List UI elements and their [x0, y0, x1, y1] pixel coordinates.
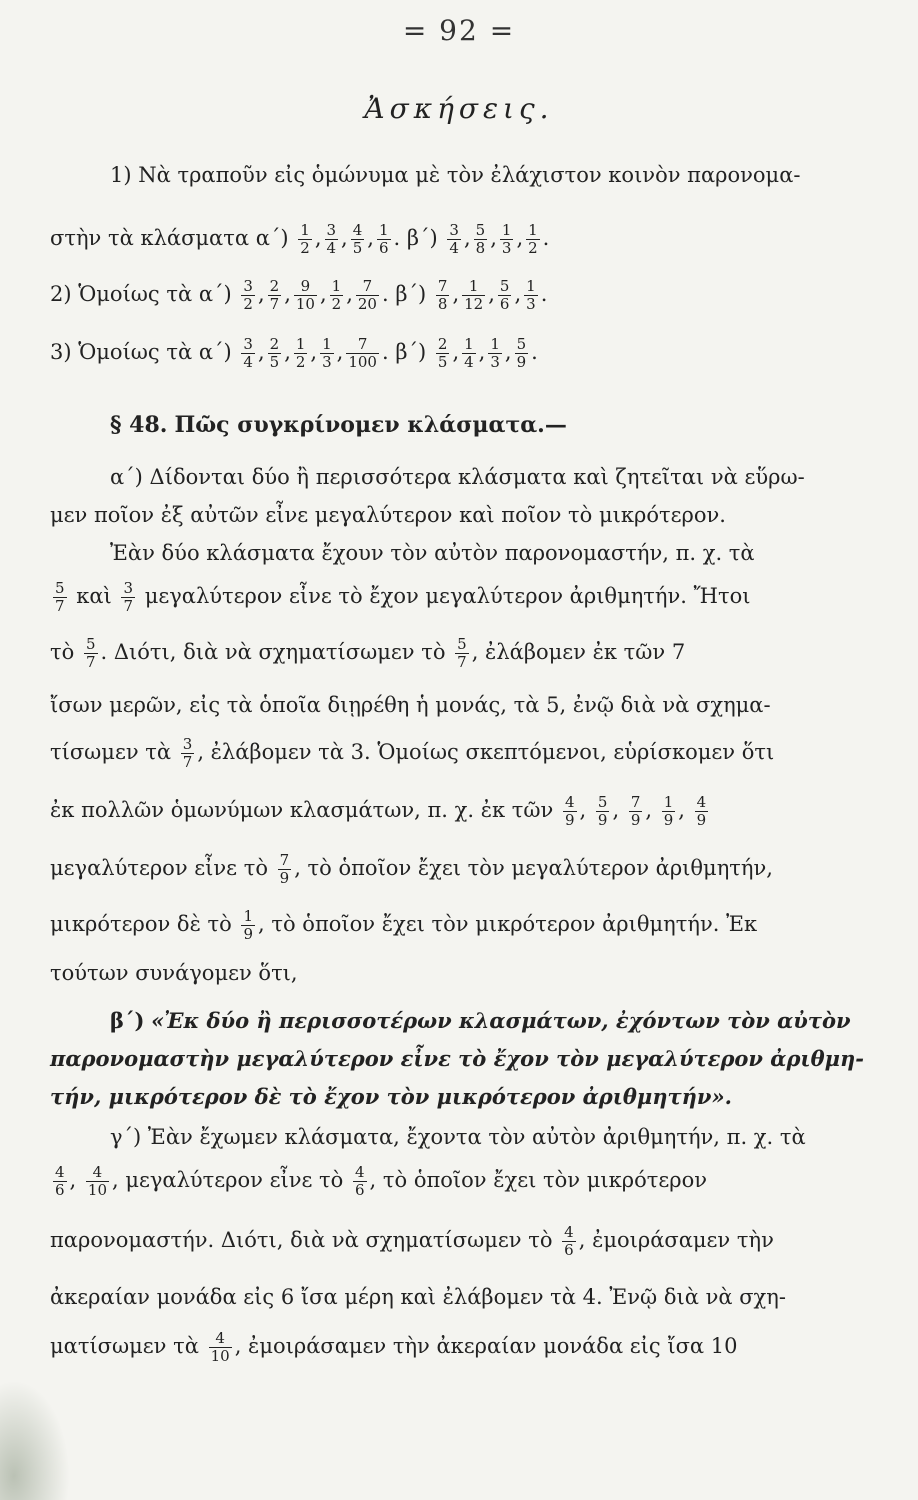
- fraction: [294, 278, 317, 313]
- para-a-line-5: [50, 636, 880, 671]
- exercise-2a-fractions: [238, 277, 389, 313]
- fraction: [330, 278, 344, 313]
- punctuation: ,: [257, 340, 265, 364]
- para-a-line-9: [50, 852, 880, 887]
- denominator: 6: [564, 1241, 574, 1259]
- fraction: [53, 1164, 67, 1199]
- fraction: [346, 336, 379, 371]
- para-a-line-5-text: . Διότι, διὰ νὰ σχηματίσωμεν τὸ: [100, 640, 446, 664]
- exercise-1b-label: β΄): [406, 226, 438, 250]
- numerator: 5: [516, 335, 527, 353]
- denominator: 6: [355, 1181, 365, 1199]
- fraction-7-9: [626, 793, 646, 829]
- fraction-4-9: [560, 793, 580, 829]
- denominator: 7: [269, 295, 280, 313]
- denominator: 7: [182, 753, 193, 771]
- punctuation: ,: [516, 226, 524, 250]
- fraction-5-7: [81, 635, 101, 671]
- fraction: [526, 222, 540, 257]
- fraction: [209, 1330, 232, 1365]
- numerator: 5: [55, 579, 65, 597]
- punctuation: ,: [452, 282, 460, 306]
- exercise-1b-fractions: [444, 221, 550, 257]
- numerator: 1: [501, 221, 512, 239]
- fraction-1-9: [238, 907, 258, 943]
- punctuation: ,: [490, 226, 497, 250]
- denominator: 9: [663, 811, 674, 829]
- punctuation: ,: [310, 340, 318, 364]
- denominator: 9: [516, 353, 527, 371]
- para-a-line-7-end: , ἐλάβομεν τὰ 3. Ὁμοίως σκεπτόμενοι, εὑρίσκομεν ὅτι: [197, 740, 775, 764]
- numerator: 5: [597, 793, 608, 811]
- numerator: 3: [326, 221, 337, 239]
- punctuation: ,: [367, 226, 374, 250]
- para-a-line-9-end: , τὸ ὁποῖον ἔχει τὸν μεγαλύτερον ἀριθμητήν,: [294, 856, 773, 880]
- denominator: 2: [331, 295, 342, 313]
- punctuation: .: [393, 226, 401, 250]
- fraction-5-7: [50, 579, 70, 615]
- numerator: 4: [215, 1329, 225, 1347]
- para-c-line-1: γ΄) Ἐὰν ἔχωμεν κλάσματα, ἔχοντα τὸν αὐτὸν ἀριθμητήν, π. χ. τὰ: [110, 1125, 806, 1149]
- exercises-title: Ἀσκήσεις.: [364, 92, 554, 125]
- numerator: 3: [243, 335, 253, 353]
- section-number: § 48.: [110, 412, 168, 438]
- para-c-line-4: ἀκεραίαν μονάδα εἰς 6 ἴσα μέρη καὶ ἐλάβομεν τὰ 4. Ἐνῷ διὰ νὰ σχη-: [50, 1285, 786, 1309]
- para-a-line-1: α΄) Δίδονται δύο ἢ περισσότερα κλάσματα καὶ ζητεῖται νὰ εὕρω-: [110, 465, 805, 489]
- fraction: [353, 1164, 367, 1199]
- para-c-line-2-end: , τὸ ὁποῖον ἔχει τὸν μικρότερον: [369, 1168, 707, 1192]
- denominator: 9: [243, 925, 254, 943]
- fraction: [86, 1164, 109, 1199]
- numerator: 1: [490, 335, 500, 353]
- numerator: 5: [475, 221, 486, 239]
- denominator: 3: [490, 353, 500, 371]
- para-a-line-10-end: , τὸ ὁποῖον ἔχει τὸν μικρότερον ἀριθμητήν. Ἐκ: [258, 912, 758, 936]
- fraction: [462, 278, 485, 313]
- rule-b-label: β΄): [110, 1008, 145, 1033]
- punctuation: .: [542, 226, 550, 250]
- fraction: [298, 222, 312, 257]
- fraction: [320, 336, 334, 371]
- fraction-4-9: [692, 793, 712, 829]
- punctuation: ,: [346, 282, 353, 306]
- denominator: 7: [85, 653, 96, 671]
- punctuation: .: [381, 282, 389, 306]
- denominator: 5: [352, 239, 363, 257]
- numerator: 1: [526, 277, 536, 295]
- denominator: 3: [322, 353, 332, 371]
- exercise-3b-fractions: [433, 335, 538, 371]
- para-c-line-5: [50, 1330, 880, 1365]
- denominator: 3: [526, 295, 536, 313]
- para-a-line-7-start: τίσωμεν τὰ: [50, 740, 172, 764]
- para-c-line-5-start: ματίσωμεν τὰ: [50, 1334, 199, 1358]
- fraction: [278, 852, 292, 887]
- exercise-1-line-2: [50, 222, 880, 257]
- numerator: 7: [437, 277, 448, 295]
- word-kai: καὶ: [76, 584, 112, 608]
- numerator: 1: [331, 277, 342, 295]
- fraction: [462, 336, 476, 371]
- denominator: 4: [326, 239, 337, 257]
- numerator: 5: [457, 635, 467, 653]
- fraction: [695, 794, 709, 829]
- punctuation: ,: [257, 282, 265, 306]
- para-a-line-3: Ἐὰν δύο κλάσματα ἔχουν τὸν αὐτὸν παρονομαστήν, π. χ. τὰ: [110, 541, 755, 565]
- exercise-2-lead: 2) Ὁμοίως τὰ α΄): [50, 282, 232, 306]
- numerator: 3: [123, 579, 134, 597]
- numerator: 2: [269, 277, 280, 295]
- para-c-line-3-end: , ἐμοιράσαμεν τὴν: [578, 1228, 774, 1252]
- numerator: 7: [357, 335, 368, 353]
- para-a-line-11: τούτων συνάγομεν ὅτι,: [50, 961, 298, 985]
- fraction: [356, 278, 379, 313]
- para-a-line-10-start: μικρότερον δὲ τὸ: [50, 912, 232, 936]
- numerator: 1: [528, 221, 538, 239]
- fraction: [662, 794, 676, 829]
- denominator: 9: [279, 869, 290, 887]
- fraction: [377, 222, 391, 257]
- numerator: 1: [663, 793, 674, 811]
- denominator: 6: [55, 1181, 65, 1199]
- fraction: [241, 908, 255, 943]
- numerator: 5: [85, 635, 96, 653]
- exercise-3b-label: β΄): [395, 340, 427, 364]
- fraction-4-6: [350, 1163, 370, 1199]
- numerator: 7: [630, 793, 641, 811]
- numerator: 1: [468, 277, 479, 295]
- numerator: 4: [92, 1163, 103, 1181]
- punctuation: ,: [314, 226, 322, 250]
- punctuation: ,: [504, 340, 512, 364]
- fraction: [53, 580, 67, 615]
- numerator: 4: [696, 793, 707, 811]
- fraction-4-10: [206, 1329, 235, 1365]
- para-c-line-3-start: παρονομαστήν. Διότι, διὰ νὰ σχηματίσωμεν τὸ: [50, 1228, 553, 1252]
- para-a-line-5-end: , ἐλάβομεν ἐκ τῶν 7: [471, 640, 686, 664]
- punctuation: ,: [488, 282, 495, 306]
- exercise-3-lead: 3) Ὁμοίως τὰ α΄): [50, 340, 232, 364]
- para-a-line-9-start: μεγαλύτερον εἶνε τὸ: [50, 856, 268, 880]
- fraction-3-7: [118, 579, 138, 615]
- punctuation: ,: [514, 282, 522, 306]
- denominator: 6: [499, 295, 510, 313]
- denominator: 9: [597, 811, 608, 829]
- exercise-1a-fractions: [295, 221, 401, 257]
- denominator: 5: [269, 353, 280, 371]
- fraction: [325, 222, 339, 257]
- fraction: [241, 336, 255, 371]
- denominator: 7: [123, 597, 134, 615]
- numerator: 5: [499, 277, 510, 295]
- numerator: 1: [378, 221, 389, 239]
- fraction: [447, 222, 461, 257]
- numerator: 4: [352, 221, 363, 239]
- numerator: 3: [449, 221, 459, 239]
- para-a-line-8-text: ἐκ πολλῶν ὁμωνύμων κλασμάτων, π. χ. ἐκ τῶν: [50, 798, 554, 822]
- punctuation: ,: [284, 282, 291, 306]
- denominator: 4: [464, 353, 474, 371]
- fraction: [294, 336, 308, 371]
- fraction: [241, 278, 255, 313]
- rule-b-line-1-text: «Ἐκ δύο ἢ περισσοτέρων κλασμάτων, ἐχόντων τὸν αὐτὸν: [151, 1008, 851, 1033]
- fraction: [562, 1224, 576, 1259]
- denominator: 2: [300, 239, 310, 257]
- section-heading: [110, 410, 880, 441]
- paper-stain: [0, 1380, 70, 1500]
- numerator: 4: [565, 793, 575, 811]
- para-a-line-8: ἐκ πολλῶν ὁμωνύμων κλασμάτων, π. χ. ἐκ τῶν $\frac{4}{9}$ , $\frac{5}{9}$ , $\frac{7}{9}$ , $\frac{1}{9}$ , $\frac{4}{9}$: [50, 794, 880, 829]
- fraction: [351, 222, 365, 257]
- fraction: [563, 794, 577, 829]
- fraction-7-9: [275, 851, 295, 887]
- fraction-4-6: [559, 1223, 579, 1259]
- exercise-2b-fractions: [433, 277, 548, 313]
- punctuation: ,: [284, 340, 291, 364]
- denominator: 6: [378, 239, 389, 257]
- punctuation: ,: [478, 340, 486, 364]
- fraction: [268, 278, 282, 313]
- fraction: [488, 336, 502, 371]
- para-a-line-6: ἴσων μερῶν, εἰς τὰ ὁποῖα διῃρέθη ἡ μονάς, τὰ 5, ἐνῷ διὰ νὰ σχημα-: [50, 693, 771, 717]
- denominator: 2: [243, 295, 253, 313]
- rule-b-line-3: τήν, μικρότερον δὲ τὸ ἔχον τὸν μικρότερον ἀριθμητήν».: [50, 1084, 732, 1109]
- rule-b-line-1: [110, 1006, 880, 1036]
- rule-b-line-2: παρονομαστὴν μεγαλύτερον εἶνε τὸ ἔχον τὸν μεγαλύτερον ἀριθμη-: [50, 1046, 864, 1071]
- denominator: 10: [295, 295, 315, 313]
- word-to: τὸ: [50, 640, 75, 664]
- numerator: 1: [295, 335, 306, 353]
- punctuation: ,: [341, 226, 348, 250]
- numerator: 7: [279, 851, 290, 869]
- denominator: 9: [630, 811, 641, 829]
- denominator: 9: [696, 811, 707, 829]
- exercise-1-lead: στὴν τὰ κλάσματα α΄): [50, 226, 289, 250]
- numerator: 3: [182, 735, 193, 753]
- fraction: [436, 278, 450, 313]
- fraction: [474, 222, 488, 257]
- para-a-line-10: [50, 908, 880, 943]
- denominator: 12: [464, 295, 484, 313]
- denominator: 9: [565, 811, 575, 829]
- numerator: 1: [300, 221, 310, 239]
- denominator: 10: [210, 1347, 230, 1365]
- numerator: 1: [322, 335, 332, 353]
- para-c-line-3: [50, 1224, 880, 1259]
- exercise-3-line: [50, 336, 880, 371]
- numerator: 4: [355, 1163, 365, 1181]
- denominator: 4: [243, 353, 253, 371]
- numerator: 4: [564, 1223, 574, 1241]
- punctuation: .: [381, 340, 389, 364]
- punctuation: .: [531, 340, 538, 364]
- punctuation: ,: [452, 340, 460, 364]
- fraction: [629, 794, 643, 829]
- punctuation: ,: [336, 340, 344, 364]
- fraction: [455, 636, 469, 671]
- fraction-3-7: [178, 735, 198, 771]
- denominator: 2: [528, 239, 538, 257]
- para-a-line-4: [50, 580, 880, 615]
- fraction: [596, 794, 610, 829]
- fraction-5-9: [593, 793, 613, 829]
- exercise-2-line: [50, 278, 880, 313]
- denominator: 8: [437, 295, 448, 313]
- denominator: 7: [457, 653, 467, 671]
- denominator: 8: [475, 239, 486, 257]
- page-number: = 92 =: [402, 14, 516, 47]
- fraction-4-10: [83, 1163, 112, 1199]
- denominator: 2: [295, 353, 306, 371]
- punctuation: ,: [319, 282, 327, 306]
- numerator: 3: [243, 277, 253, 295]
- denominator: 10: [87, 1181, 107, 1199]
- para-a-line-2: μεν ποῖον ἐξ αὐτῶν εἶνε μεγαλύτερον καὶ ποῖον τὸ μικρότερον.: [50, 503, 726, 527]
- para-a-line-4-text: μεγαλύτερον εἶνε τὸ ἔχον μεγαλύτερον ἀριθμητήν. Ἤτοι: [144, 584, 751, 608]
- numerator: 2: [437, 335, 448, 353]
- numerator: 2: [269, 335, 280, 353]
- fraction: [524, 278, 538, 313]
- punctuation: ,: [463, 226, 471, 250]
- numerator: 4: [55, 1163, 65, 1181]
- fraction: [500, 222, 514, 257]
- denominator: 5: [437, 353, 448, 371]
- exercise-1-line-1: 1) Νὰ τραποῦν εἰς ὁμώνυμα μὲ τὸν ἐλάχιστον κοινὸν παρονομα-: [110, 163, 801, 187]
- para-c-line-2: $\frac{4}{6}$ , $\frac{4}{10}$ , μεγαλύτερον εἶνε τὸ $\frac{4}{6}$ , τὸ ὁποῖον ἔχει τὸν μικρότερον: [50, 1164, 880, 1199]
- para-a-line-7: [50, 736, 880, 771]
- para-c-line-5-end: , ἐμοιράσαμεν τὴν ἀκεραίαν μονάδα εἰς ἴσα 10: [234, 1334, 738, 1358]
- numerator: 7: [362, 277, 373, 295]
- fraction: [84, 636, 98, 671]
- numerator: 1: [464, 335, 474, 353]
- fraction-4-6: [50, 1163, 70, 1199]
- denominator: 100: [348, 353, 377, 371]
- fraction: [498, 278, 512, 313]
- exercise-2b-label: β΄): [395, 282, 427, 306]
- fraction: [268, 336, 282, 371]
- fraction: [121, 580, 135, 615]
- fraction-1-9: [659, 793, 679, 829]
- para-c-line-2-mid: , μεγαλύτερον εἶνε τὸ: [112, 1168, 344, 1192]
- fraction: [181, 736, 195, 771]
- section-title: Πῶς συγκρίνομεν κλάσματα.—: [174, 412, 567, 438]
- exercise-3a-fractions: [238, 335, 389, 371]
- denominator: 4: [449, 239, 459, 257]
- fraction: [515, 336, 529, 371]
- denominator: 7: [55, 597, 65, 615]
- fraction: [436, 336, 450, 371]
- fraction-5-7: [452, 635, 472, 671]
- numerator: 1: [243, 907, 254, 925]
- numerator: 9: [300, 277, 311, 295]
- punctuation: .: [540, 282, 548, 306]
- denominator: 20: [357, 295, 377, 313]
- denominator: 3: [501, 239, 512, 257]
